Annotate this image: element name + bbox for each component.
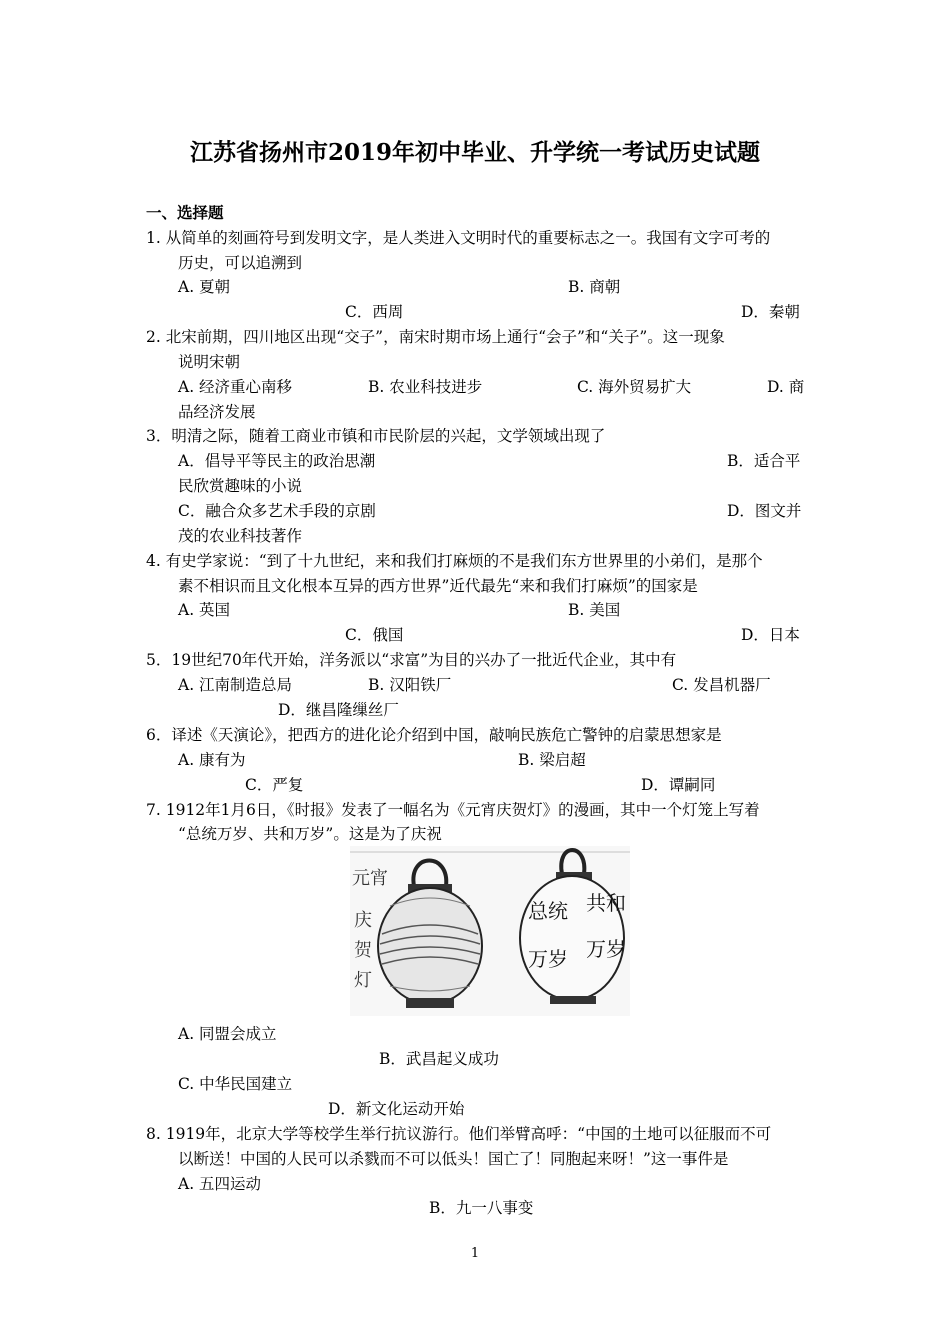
lantern-text-r2: 万岁 bbox=[586, 937, 626, 961]
lantern-text-m1: 总统 bbox=[528, 899, 568, 923]
q2-option-d[interactable]: D. 商 bbox=[767, 378, 805, 396]
q4-option-a[interactable]: A. 英国 bbox=[178, 601, 231, 619]
q2-option-a[interactable]: A. 经济重心南移 bbox=[178, 378, 293, 396]
q5-option-d[interactable]: D．继昌隆缫丝厂 bbox=[278, 701, 399, 719]
lantern-cartoon-svg bbox=[350, 846, 630, 1016]
q5-option-c[interactable]: C. 发昌机器厂 bbox=[672, 676, 771, 694]
q7-option-a[interactable]: A. 同盟会成立 bbox=[178, 1025, 277, 1043]
left-caption-1: 元宵 bbox=[352, 868, 388, 889]
q7-stem-line1: 7. 1912年1月6日，《时报》发表了一幅名为《元宵庆贺灯》的漫画，其中一个灯笼上写着 bbox=[146, 801, 760, 819]
q8-option-a[interactable]: A. 五四运动 bbox=[178, 1175, 262, 1193]
q7-option-b[interactable]: B．武昌起义成功 bbox=[379, 1050, 499, 1068]
exam-title: 江苏省扬州市2019年初中毕业、升学统一考试历史试题 bbox=[189, 139, 760, 166]
q3-option-d[interactable]: D．图文并 bbox=[727, 502, 802, 520]
q2-option-d-cont: 品经济发展 bbox=[178, 403, 256, 421]
q1-option-a[interactable]: A. 夏朝 bbox=[178, 278, 231, 296]
q8-stem-line1: 8. 1919年，北京大学等校学生举行抗议游行。他们举臂高呼：“中国的土地可以征服而不可 bbox=[146, 1125, 772, 1143]
q7-option-d[interactable]: D．新文化运动开始 bbox=[328, 1100, 465, 1118]
q2-stem-line2: 说明宋朝 bbox=[178, 353, 241, 371]
q2-stem-line1: 2. 北宋前期，四川地区出现“交子”，南宋时期市场上通行“会子”和“关子”。这一现象 bbox=[146, 328, 725, 346]
q5-stem-line1: 5．19世纪70年代开始，洋务派以“求富”为目的兴办了一批近代企业，其中有 bbox=[146, 651, 677, 669]
q7-stem-line2: “总统万岁、共和万岁”。这是为了庆祝 bbox=[178, 825, 442, 843]
q7-option-c[interactable]: C. 中华民国建立 bbox=[178, 1075, 293, 1093]
left-caption-4: 灯 bbox=[354, 970, 372, 991]
left-caption-3: 贺 bbox=[354, 940, 372, 961]
section-heading: 一、选择题 bbox=[146, 203, 224, 222]
q3-option-b[interactable]: B．适合平 bbox=[727, 452, 801, 470]
q4-option-c[interactable]: C．俄国 bbox=[345, 626, 404, 644]
q4-option-b[interactable]: B. 美国 bbox=[568, 601, 621, 619]
q6-stem-line1: 6．译述《天演论》，把西方的进化论介绍到中国，敲响民族危亡警钟的启蒙思想家是 bbox=[146, 726, 722, 744]
q3-option-b-cont: 民欣赏趣味的小说 bbox=[178, 477, 303, 495]
q1-option-c[interactable]: C．西周 bbox=[345, 303, 404, 321]
q5-option-a[interactable]: A. 江南制造总局 bbox=[178, 676, 293, 694]
q1-stem-line1: 1. 从简单的刻画符号到发明文字，是人类进入文明时代的重要标志之一。我国有文字可考的 bbox=[146, 229, 771, 247]
q6-option-c[interactable]: C．严复 bbox=[245, 776, 304, 794]
q3-stem-line1: 3．明清之际，随着工商业市镇和市民阶层的兴起，文学领域出现了 bbox=[146, 427, 606, 445]
q3-option-a[interactable]: A．倡导平等民主的政治思潮 bbox=[178, 452, 376, 470]
q5-option-b[interactable]: B. 汉阳铁厂 bbox=[368, 676, 452, 694]
q6-option-b[interactable]: B. 梁启超 bbox=[518, 751, 586, 769]
left-caption-2: 庆 bbox=[354, 910, 372, 931]
lantern-text-m2: 万岁 bbox=[528, 947, 568, 971]
page-number: 1 bbox=[470, 1246, 480, 1261]
q3-option-c[interactable]: C．融合众多艺术手段的京剧 bbox=[178, 502, 376, 520]
q1-stem-line2: 历史，可以追溯到 bbox=[178, 254, 303, 272]
q4-stem-line2: 素不相识而且文化根本互异的西方世界”近代最先“来和我们打麻烦”的国家是 bbox=[178, 577, 698, 595]
q1-option-d[interactable]: D．秦朝 bbox=[741, 303, 800, 321]
q6-option-a[interactable]: A. 康有为 bbox=[178, 751, 246, 769]
q6-option-d[interactable]: D．谭嗣同 bbox=[641, 776, 716, 794]
q2-option-c[interactable]: C. 海外贸易扩大 bbox=[577, 378, 692, 396]
q1-option-b[interactable]: B. 商朝 bbox=[568, 278, 621, 296]
q2-option-b[interactable]: B. 农业科技进步 bbox=[368, 378, 483, 396]
q3-option-d-cont: 茂的农业科技著作 bbox=[178, 527, 303, 545]
lantern-cartoon-image bbox=[350, 846, 630, 1016]
q8-stem-line2: 以断送！中国的人民可以杀戮而不可以低头！国亡了！同胞起来呀！”这一事件是 bbox=[178, 1150, 729, 1168]
q4-option-d[interactable]: D．日本 bbox=[741, 626, 800, 644]
q8-option-b[interactable]: B．九一八事变 bbox=[429, 1199, 534, 1217]
lantern-text-r1: 共和 bbox=[586, 891, 626, 915]
q4-stem-line1: 4. 有史学家说：“到了十九世纪，来和我们打麻烦的不是我们东方世界里的小弟们，是那个 bbox=[146, 552, 763, 570]
